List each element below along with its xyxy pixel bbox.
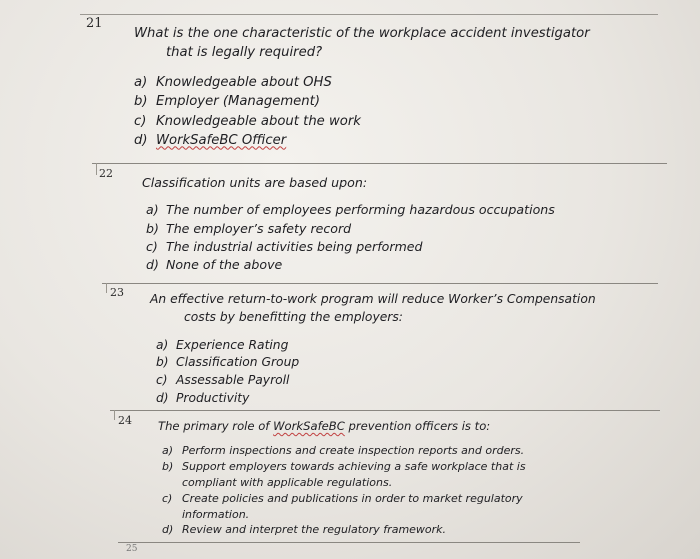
option-c-cont — [162, 507, 526, 523]
separator-23-24 — [110, 410, 660, 411]
option-text: Knowledgeable about OHS — [156, 75, 332, 91]
option-a[interactable] — [162, 443, 526, 459]
option-text: WorkSafeBC Officer — [156, 132, 287, 148]
option-b-cont — [162, 475, 526, 491]
option-text: The employer’s safety record — [166, 220, 352, 236]
option-list — [158, 443, 526, 539]
question-22 — [142, 174, 555, 274]
option-letter: b) — [134, 94, 148, 110]
option-letter: a) — [156, 337, 169, 352]
margin-line-23 — [106, 283, 107, 293]
option-d[interactable] — [134, 131, 590, 150]
option-letter: c) — [146, 238, 158, 254]
separator-22-23 — [102, 283, 658, 284]
question-number: 21 — [86, 16, 103, 31]
option-letter: d) — [156, 391, 169, 406]
option-letter: c) — [162, 491, 173, 505]
question-stem: What is the one characteristic of the workplace accident investigator — [134, 26, 590, 41]
option-letter: b) — [162, 459, 174, 473]
option-text: Perform inspections and create inspection reports and orders. — [182, 443, 525, 457]
question-number: 24 — [118, 414, 132, 427]
question-24 — [158, 418, 526, 538]
option-letter: a) — [146, 202, 159, 218]
option-b[interactable] — [146, 220, 555, 238]
option-text: Classification Group — [176, 355, 300, 370]
option-letter: d) — [162, 523, 174, 537]
question-stem — [158, 418, 526, 435]
option-list — [134, 73, 590, 150]
question-21 — [134, 24, 590, 150]
option-a[interactable] — [134, 73, 590, 92]
separator-top — [80, 14, 658, 15]
option-text: The number of employees performing hazardous occupations — [166, 202, 555, 218]
option-b[interactable] — [134, 92, 590, 111]
option-d[interactable] — [156, 390, 596, 408]
option-text-cont: information. — [182, 507, 250, 521]
option-text: Experience Rating — [176, 337, 289, 352]
option-c[interactable] — [134, 112, 590, 131]
option-text: Productivity — [176, 391, 250, 406]
separator-24-25 — [118, 542, 580, 543]
option-c[interactable] — [146, 238, 555, 256]
separator-21-22 — [92, 163, 667, 164]
question-number: 25 — [126, 544, 138, 554]
option-letter: d) — [146, 257, 159, 272]
option-list — [142, 201, 555, 274]
option-d[interactable] — [146, 256, 555, 274]
option-a[interactable] — [146, 201, 555, 219]
margin-line-22 — [96, 163, 97, 175]
option-c[interactable] — [156, 372, 596, 390]
option-text-cont: compliant with applicable regulations. — [182, 475, 393, 489]
option-text: The industrial activities being performed — [166, 238, 423, 254]
question-stem-cont: that is legally required? — [166, 45, 323, 61]
option-text: None of the above — [166, 257, 283, 272]
option-letter: c) — [156, 373, 168, 388]
option-a[interactable] — [156, 337, 596, 355]
option-letter: c) — [134, 113, 147, 129]
option-letter: a) — [134, 75, 148, 91]
question-number: 23 — [110, 286, 124, 299]
option-text: Assessable Payroll — [176, 373, 290, 388]
option-letter: d) — [134, 132, 148, 148]
option-d[interactable] — [162, 522, 526, 538]
question-stem: An effective return-to-work program will reduce Worker’s Compensation — [150, 292, 596, 306]
option-text: Employer (Management) — [156, 94, 320, 110]
option-b[interactable] — [162, 459, 526, 475]
option-list — [150, 337, 596, 408]
option-letter: a) — [162, 443, 174, 457]
option-text: Review and interpret the regulatory framework. — [182, 523, 447, 537]
option-text: Support employers towards achieving a safe workplace that is — [182, 459, 526, 473]
option-letter: b) — [146, 220, 159, 236]
question-stem: Classification units are based upon: — [142, 175, 368, 190]
option-text: Knowledgeable about the work — [156, 113, 361, 129]
option-b[interactable] — [156, 354, 596, 372]
option-letter: b) — [156, 355, 169, 370]
question-stem-cont: costs by benefitting the employers: — [184, 309, 403, 324]
stem-text: The primary role of WorkSafeBC prevention officers is to: — [158, 419, 491, 433]
margin-line-24 — [114, 410, 115, 420]
option-text: Create policies and publications in order to market regulatory — [182, 491, 523, 505]
question-23 — [150, 291, 596, 408]
question-number: 22 — [99, 167, 113, 180]
option-c[interactable] — [162, 491, 526, 507]
